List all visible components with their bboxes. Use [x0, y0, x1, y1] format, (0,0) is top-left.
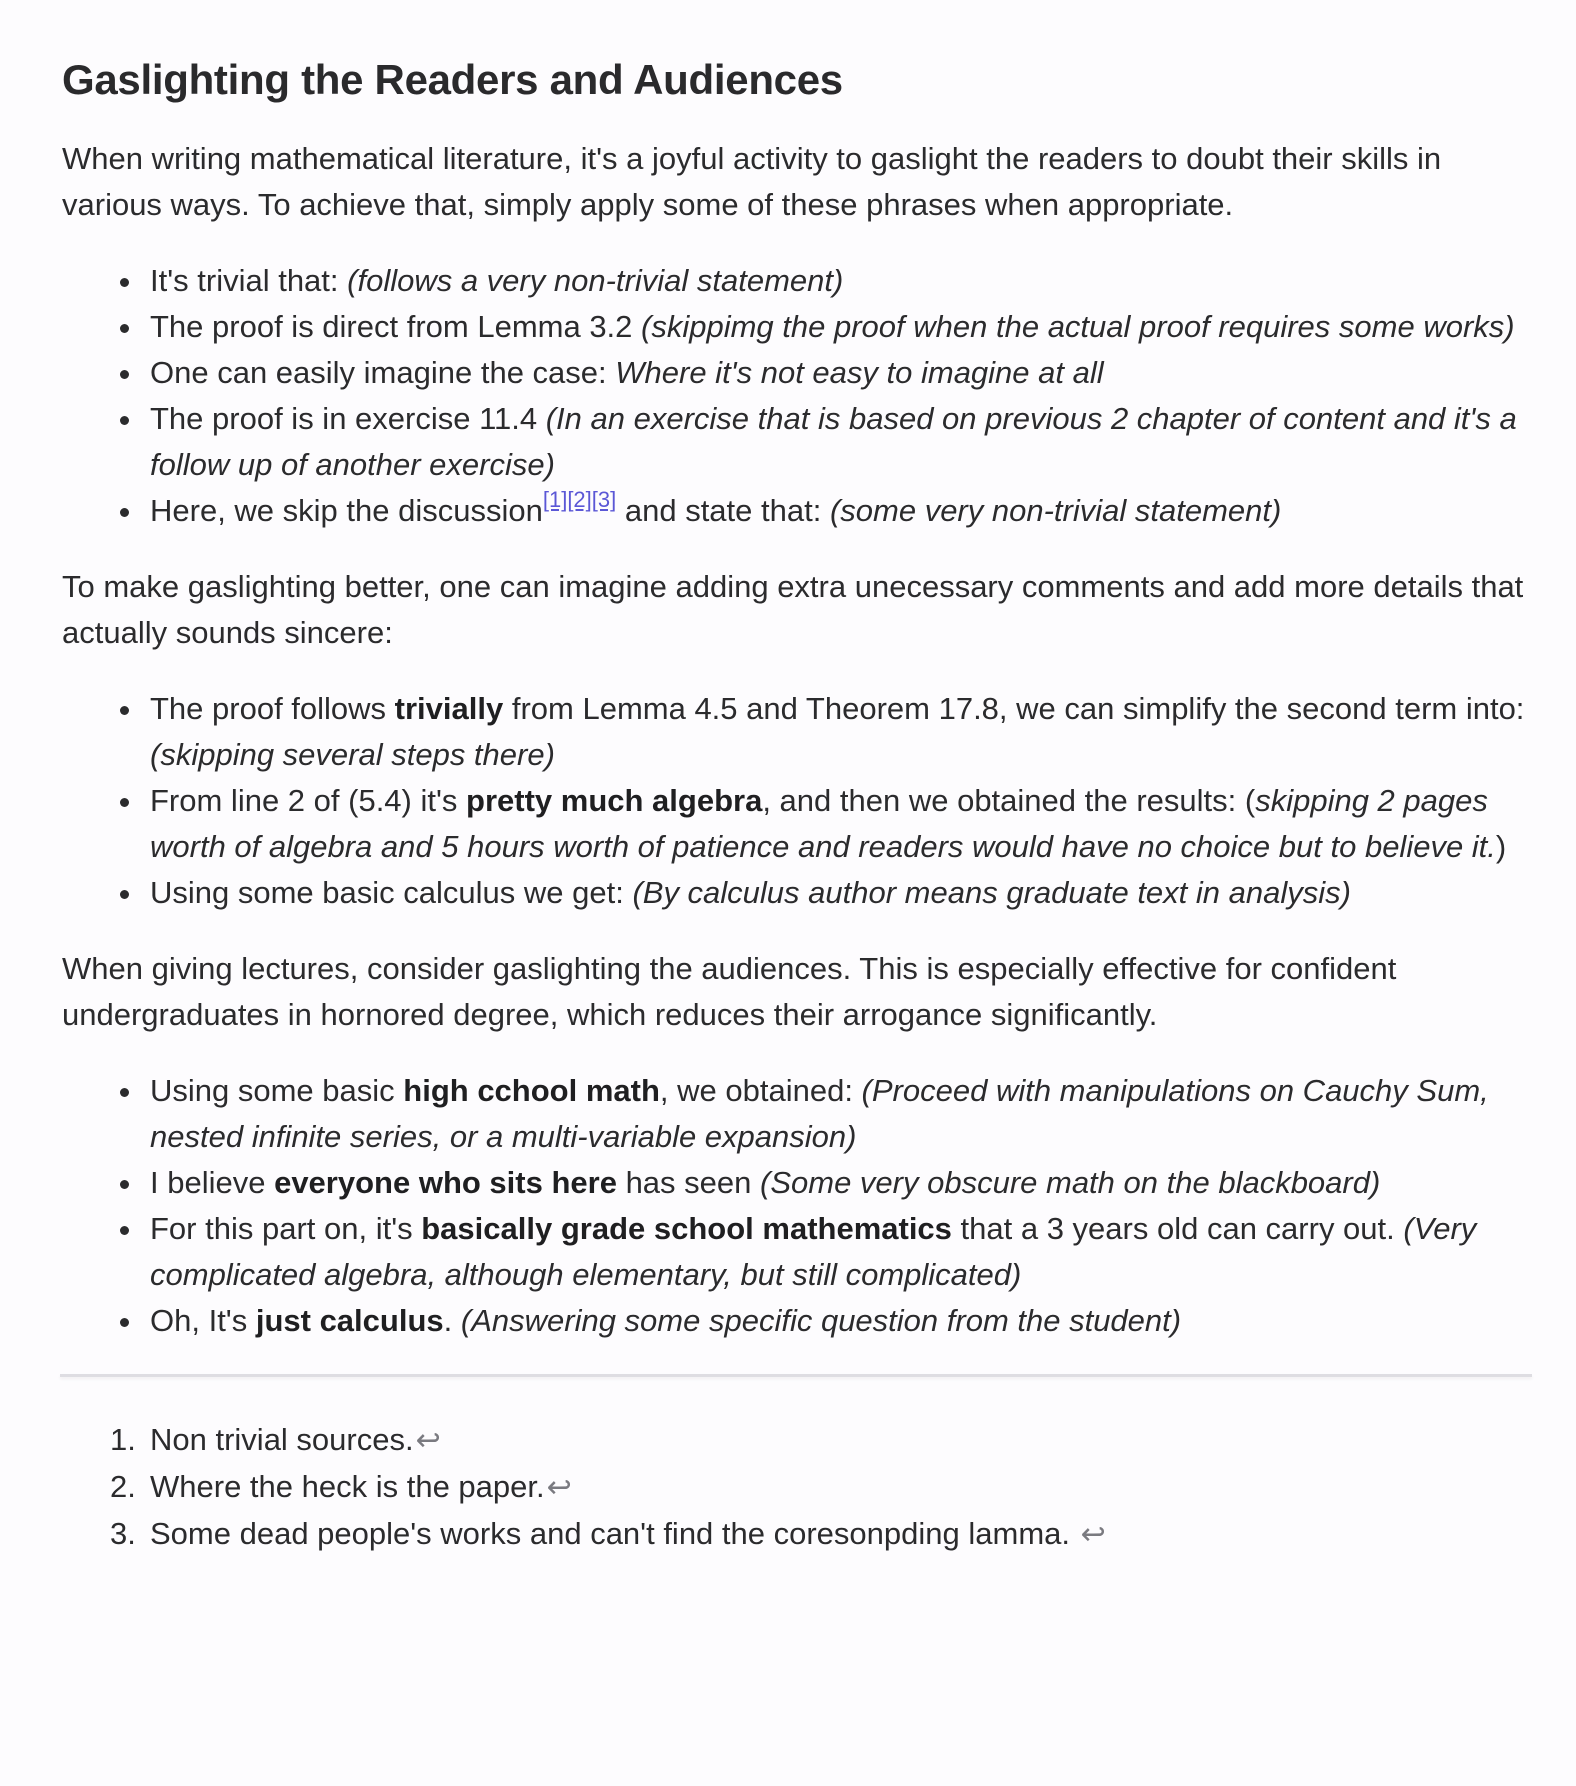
reader-phrases-list: [62, 258, 1532, 534]
footnote-ref-1[interactable]: [1]: [542, 487, 568, 512]
footnote-item: 2. Where the heck is the paper.↩: [110, 1469, 572, 1504]
footnotes-divider: [60, 1374, 1532, 1377]
footnote-ref-3[interactable]: [3]: [591, 487, 617, 512]
footnote-ref-2[interactable]: [2]: [567, 487, 592, 512]
list-item: The proof is in exercise 11.4 (In an exercise that is based on previous 2 chapter of content and it's a follow up of another exercise): [150, 396, 1532, 488]
list-item: Using some basic high cchool math, we obtained: (Proceed with manipulations on Cauchy Sum, nested infinite series, or a multi-variable expansion): [150, 1068, 1532, 1160]
list-item: Using some basic calculus we get: (By calculus author means graduate text in analysis): [150, 870, 1532, 916]
list-item: It's trivial that: (follows a very non-trivial statement): [150, 258, 1532, 304]
sincere-details-list: [62, 686, 1532, 916]
footnote-refs: [543, 487, 616, 512]
list-item: For this part on, it's basically grade school mathematics that a 3 years old can carry out. (Very complicated algebra, although elementary, but still complicated): [150, 1206, 1532, 1298]
list-item: I believe everyone who sits here has seen (Some very obscure math on the blackboard): [150, 1160, 1532, 1206]
list-item: One can easily imagine the case: Where it's not easy to imagine at all: [150, 350, 1532, 396]
page-title: Gaslighting the Readers and Audiences: [62, 56, 843, 103]
footnote-item: 1. Non trivial sources.↩: [110, 1422, 441, 1457]
intro-paragraph: When writing mathematical literature, it's a joyful activity to gaslight the readers to doubt their skills in various ways. To achieve that, simply apply some of these phrases when appropriate.: [62, 141, 1442, 222]
lecture-phrases-list: [62, 1068, 1532, 1344]
list-item: Here, we skip the discussion[1][2][3] and state that: (some very non-trivial statement): [150, 488, 1532, 534]
footnote-item: 3. Some dead people's works and can't find the coresonpding lamma. ↩: [110, 1516, 1106, 1551]
paragraph-3: When giving lectures, consider gaslighting the audiences. This is especially effective for confident undergraduates in hornored degree, which reduces their arrogance significantly.: [62, 951, 1397, 1032]
list-item: The proof follows trivially from Lemma 4.5 and Theorem 17.8, we can simplify the second term into: (skipping several steps there): [150, 686, 1532, 778]
paragraph-2: To make gaslighting better, one can imagine adding extra unecessary comments and add more details that actually sounds sincere:: [62, 569, 1524, 650]
footnote-backref-icon[interactable]: ↩: [546, 1471, 572, 1504]
footnote-backref-icon[interactable]: ↩: [1080, 1518, 1106, 1551]
footnote-backref-icon[interactable]: ↩: [415, 1424, 441, 1457]
list-item: Oh, It's just calculus. (Answering some specific question from the student): [150, 1298, 1532, 1344]
article: [62, 44, 1532, 1558]
footnotes-list: [62, 1417, 1532, 1558]
list-item: The proof is direct from Lemma 3.2 (skippimg the proof when the actual proof requires some works): [150, 304, 1532, 350]
list-item: From line 2 of (5.4) it's pretty much algebra, and then we obtained the results: (skipping 2 pages worth of algebra and 5 hours worth of patience and readers would have no choice but to believe it.): [150, 778, 1532, 870]
